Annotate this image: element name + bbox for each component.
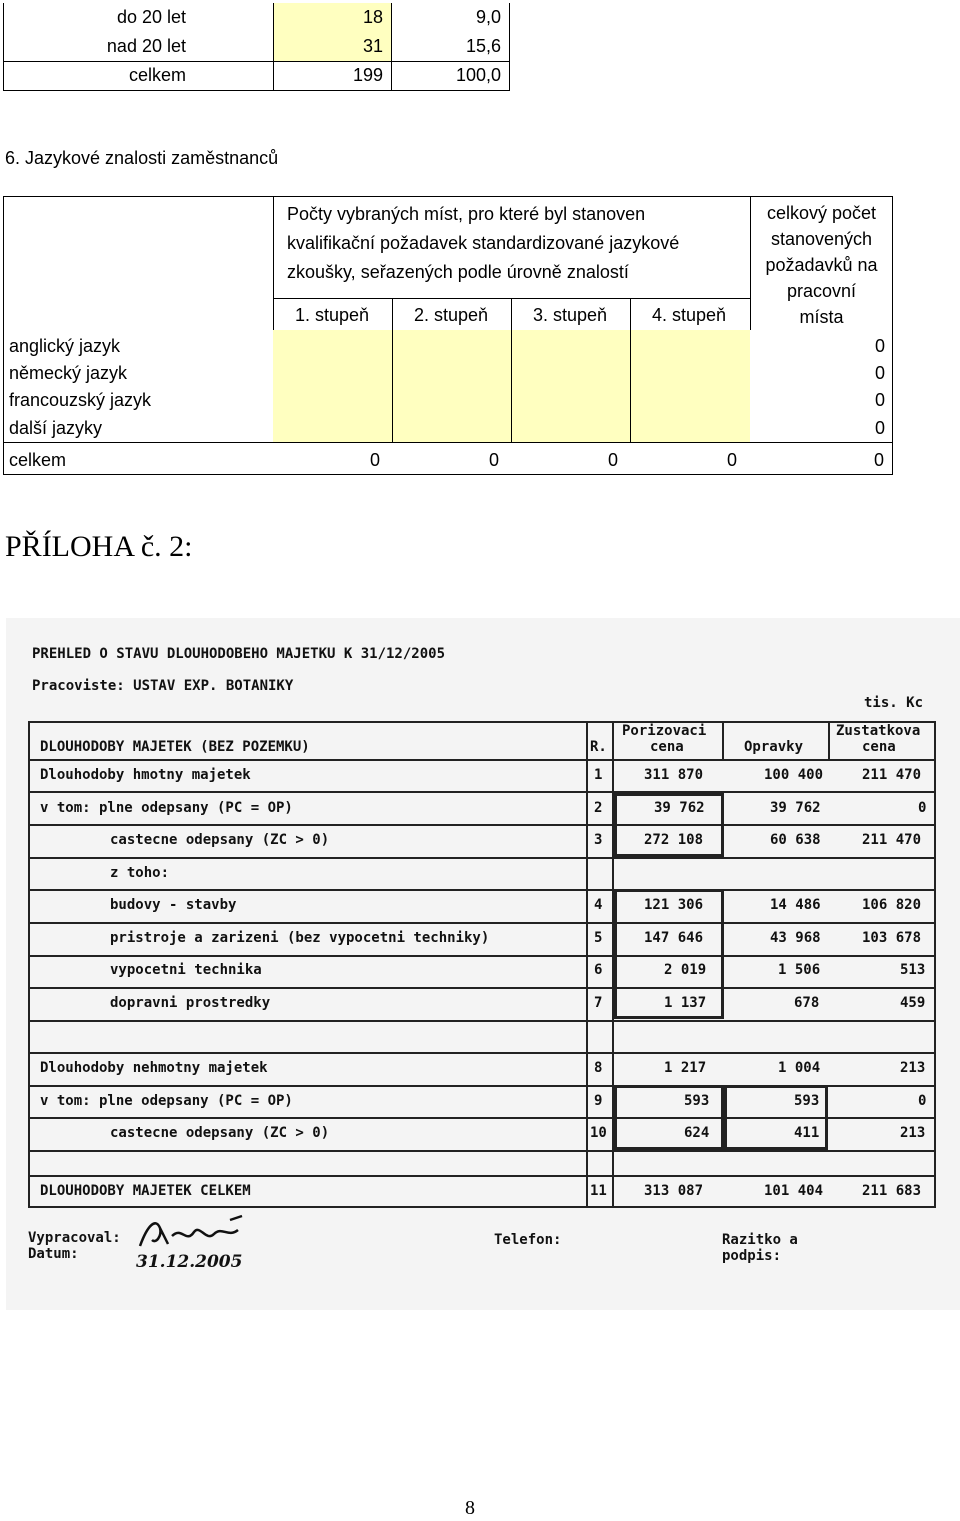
divider [3,442,893,443]
grid-line [28,721,936,723]
asset-res: 211 470 [862,832,922,848]
asset-acq: 311 870 [644,767,704,783]
footer-phone-label: Telefon: [494,1232,562,1248]
asset-acq: 1 217 [664,1060,707,1076]
asset-label: Dlouhodoby hmotny majetek [40,767,251,783]
level-header: 4. stupeň [651,305,727,325]
asset-acq: 147 646 [644,930,704,946]
asset-acq: 593 [684,1093,710,1109]
asset-res: 513 [900,962,926,978]
signature-icon [134,1214,254,1254]
grid-line [28,1150,936,1152]
divider [392,330,393,442]
asset-depr: 593 [794,1093,820,1109]
asset-depr: 14 486 [770,897,821,913]
scan-workplace: Pracoviste: USTAV EXP. BOTANIKY [32,678,294,694]
row-label: francouzský jazyk [9,390,152,410]
asset-row-no: 9 [594,1093,603,1109]
asset-label: dopravni prostredky [110,995,271,1011]
asset-label: castecne odepsany (ZC > 0) [110,1125,330,1141]
grid-line [828,721,830,759]
asset-acq: 39 762 [654,800,705,816]
asset-row-no: 6 [594,962,603,978]
asset-acq: 1 137 [664,995,707,1011]
footer-date-label: Datum: [28,1246,79,1262]
level-header: 2. stupeň [413,305,489,325]
asset-row-no: 10 [590,1125,607,1141]
asset-res: 103 678 [862,930,922,946]
row-total: 0 [874,390,885,410]
grid-line [28,1020,936,1022]
footer-stamp-label: Razitko a [722,1232,798,1248]
column-header: cena [862,739,896,755]
table-border [3,196,4,475]
asset-acq: 272 108 [644,832,704,848]
asset-acq: 624 [684,1125,710,1141]
asset-depr: 60 638 [770,832,821,848]
asset-depr: 1 506 [778,962,821,978]
asset-row-no: 1 [594,767,603,783]
divider [630,330,631,442]
asset-label: v tom: plne odepsany (PC = OP) [40,800,293,816]
scan-heading: PREHLED O STAVU DLOUHODOBEHO MAJETKU K 31/12/2005 [32,646,446,662]
scanned-document [6,618,960,1310]
footer-prepared-label: Vypracoval: [28,1230,121,1246]
column-header: Opravky [744,739,804,755]
asset-res: 459 [900,995,926,1011]
header-line: místa [799,307,844,327]
asset-label: Dlouhodoby nehmotny majetek [40,1060,268,1076]
row-percent: 100,0 [392,61,510,90]
header-line: pracovní [786,281,857,301]
handwritten-date: 31.12.2005 [136,1252,243,1272]
row-count: 18 [274,3,392,32]
row-total: 0 [874,363,885,383]
column-header: Zustatkova [836,723,921,739]
row-label: další jazyky [9,418,103,438]
row-label: celkem [4,61,274,90]
asset-depr: 100 400 [764,767,824,783]
table-row-total [4,61,510,90]
total-value: 0 [370,450,381,470]
grid-line [586,721,588,1208]
asset-row-no: 8 [594,1060,603,1076]
row-total: 0 [874,336,885,356]
grid-line [28,922,936,924]
row-count: 31 [274,32,392,61]
asset-row-no: 4 [594,897,603,913]
asset-depr: 39 762 [770,800,821,816]
row-percent: 9,0 [392,3,510,32]
header-line: Počty vybraných míst, pro které byl stanoven [287,204,646,224]
asset-row-no: 5 [594,930,603,946]
header-line: zkoušky, seřazených podle úrovně znalostí [287,262,629,282]
grid-line [28,1175,936,1177]
grid-line [28,987,936,989]
asset-res: 0 [918,1093,927,1109]
asset-label: pristroje a zarizeni (bez vypocetni techniky) [110,930,490,946]
header-line: celkový počet [766,203,877,223]
grid-line [28,721,30,1208]
header-line: stanovených [770,229,873,249]
asset-acq: 121 306 [644,897,704,913]
grid-line [28,1052,936,1054]
column-header: cena [650,739,684,755]
asset-res: 213 [900,1060,926,1076]
total-value: 0 [489,450,500,470]
table-row [4,3,510,32]
total-value: 0 [608,450,619,470]
asset-table [28,721,936,1208]
total-value: 0 [727,450,738,470]
table-border [3,196,893,197]
grid-line [28,955,936,957]
asset-acq: 313 087 [644,1183,704,1199]
asset-label: z toho: [110,865,170,881]
header-description [287,200,757,287]
asset-depr: 101 404 [764,1183,824,1199]
asset-label: DLOUHODOBY MAJETEK CELKEM [40,1183,251,1199]
column-header: DLOUHODOBY MAJETEK (BEZ POZEMKU) [40,739,310,755]
grid-line [28,1206,936,1208]
divider [511,330,512,442]
row-count: 199 [274,61,392,90]
asset-depr: 1 004 [778,1060,821,1076]
divider [273,298,750,299]
asset-res: 0 [918,800,927,816]
asset-row-no: 11 [590,1183,607,1199]
asset-res: 106 820 [862,897,922,913]
asset-res: 211 470 [862,767,922,783]
footer-stamp-label: podpis: [722,1248,782,1264]
asset-depr: 678 [794,995,820,1011]
asset-res: 211 683 [862,1183,922,1199]
column-header: R. [590,739,607,755]
header-line: kvalifikační požadavek standardizované jazykové [287,233,680,253]
grid-line [28,824,936,826]
grid-line [28,857,936,859]
level-header: 1. stupeň [294,305,370,325]
language-table [3,196,893,475]
appendix-title: PŘÍLOHA č. 2: [5,530,193,563]
asset-depr: 43 968 [770,930,821,946]
table-row [4,32,510,61]
row-percent: 15,6 [392,32,510,61]
asset-label: vypocetni technika [110,962,262,978]
section-title: 6. Jazykové znalosti zaměstnanců [5,148,279,168]
row-label: do 20 let [4,3,274,32]
grid-line [28,889,936,891]
asset-label: castecne odepsany (ZC > 0) [110,832,330,848]
page-number: 8 [465,1497,475,1519]
total-value: 0 [874,450,885,470]
asset-row-no: 3 [594,832,603,848]
total-label: celkem [9,450,67,470]
asset-res: 213 [900,1125,926,1141]
grid-line [28,759,936,761]
asset-depr: 411 [794,1125,820,1141]
header-line: požadavků na [765,255,878,275]
asset-label: v tom: plne odepsany (PC = OP) [40,1093,293,1109]
row-total: 0 [874,418,885,438]
table-border [3,474,893,475]
total-header [750,200,893,330]
grid-line [934,721,936,1208]
grid-line [722,721,724,759]
asset-row-no: 2 [594,800,603,816]
level-header: 3. stupeň [532,305,608,325]
asset-acq: 2 019 [664,962,707,978]
asset-label: budovy - stavby [110,897,237,913]
asset-row-no: 7 [594,995,603,1011]
row-label: nad 20 let [4,32,274,61]
age-table [3,3,510,91]
row-label: anglický jazyk [9,336,121,356]
grid-line [28,791,936,793]
column-header: Porizovaci [622,723,707,739]
scan-unit: tis. Kc [864,695,924,711]
row-label: německý jazyk [9,363,128,383]
